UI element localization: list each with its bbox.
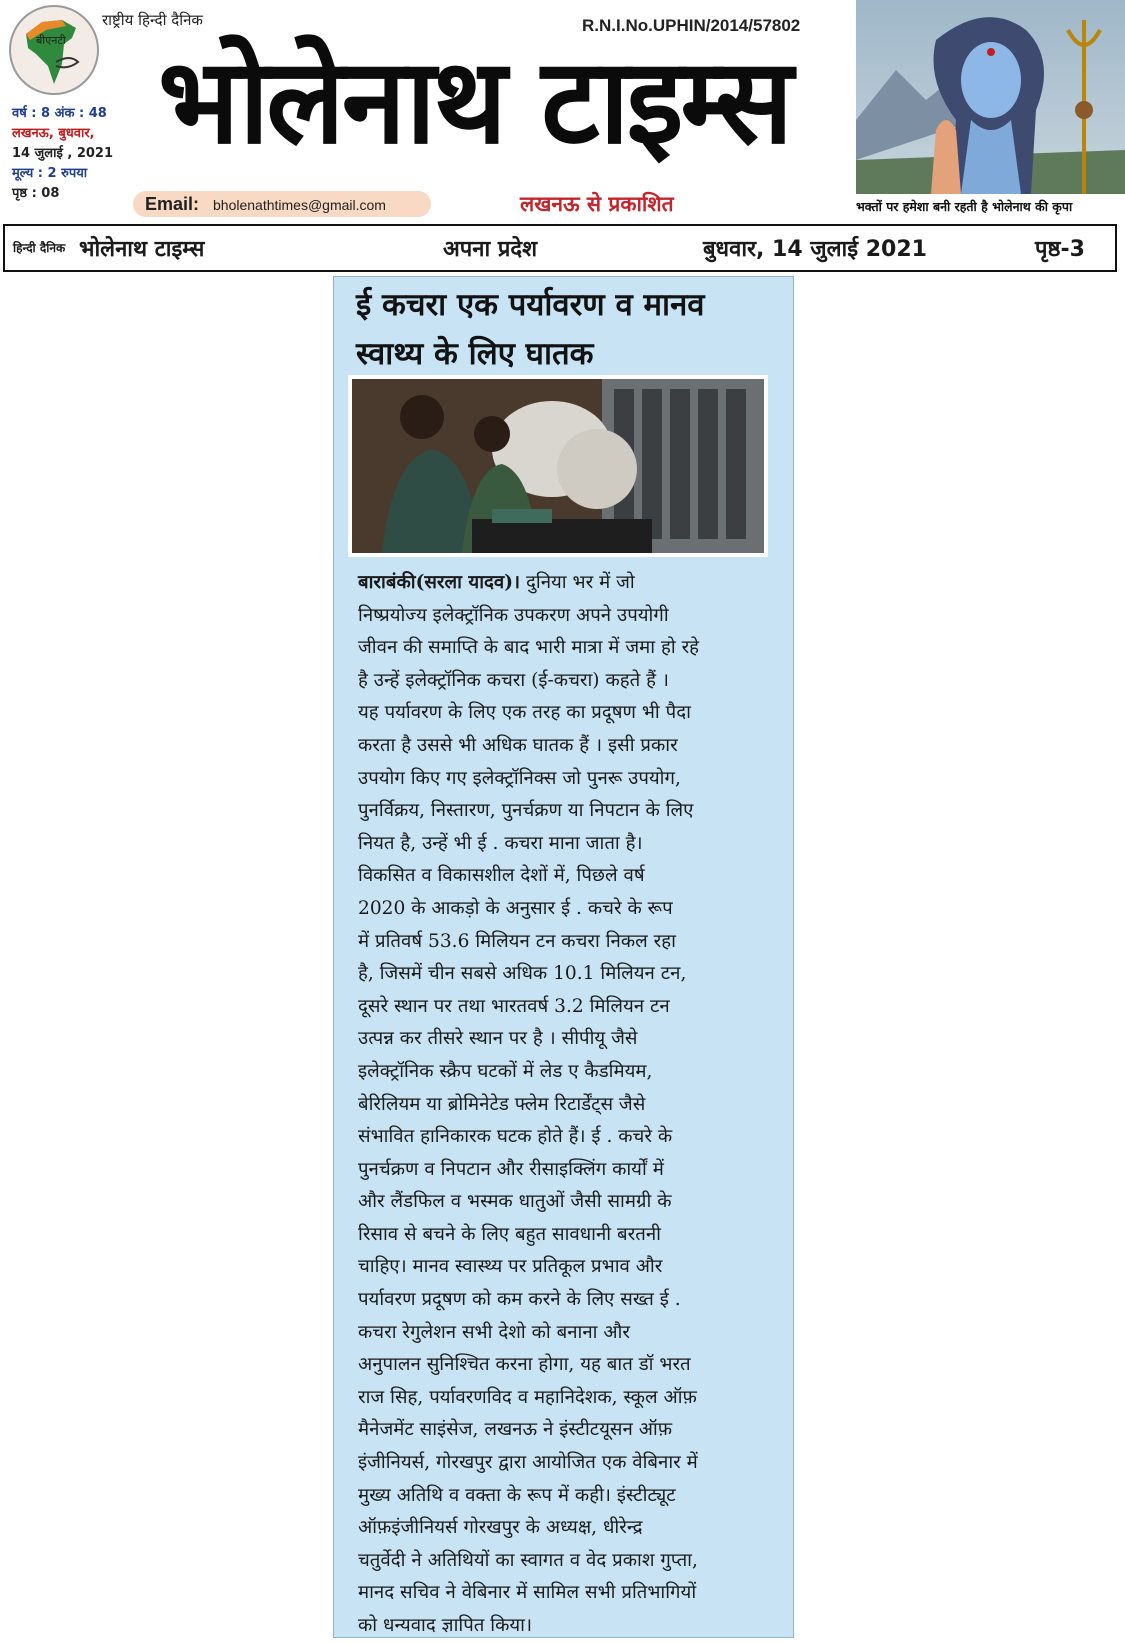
headline-line-1: ई कचरा एक पर्यावरण व मानव: [356, 287, 705, 323]
article-line: [358, 795, 773, 828]
email-address[interactable]: bholenathtimes@gmail.com: [213, 197, 386, 213]
strip-section: अपना प्रदेश: [443, 237, 538, 262]
price: मूल्य : 2 रुपया: [12, 166, 88, 181]
article-line-text: चाहिए। मानव स्वास्थ्य पर प्रतिकूल प्रभाव और: [358, 1256, 663, 1278]
article-line-text: नियत है, उन्हें भी ई . कचरा माना जाता है।: [358, 832, 643, 854]
article-line-text: 2020 के आकड़ो के अनुसार ई . कचरे के रूप: [358, 897, 673, 919]
article-line: [358, 991, 773, 1024]
article-line-text: विकसित व विकासशील देशों में, पिछले वर्ष: [358, 865, 645, 887]
article-line: [358, 1480, 773, 1513]
article-line-text: पुनर्विक्रय, निस्तारण, पुनर्चक्रण या निपटान के लिए: [358, 800, 694, 822]
article-line: [358, 1186, 773, 1219]
strip-date: बुधवार, 14 जुलाई 2021: [703, 237, 927, 262]
article-line-text: उपयोग किए गए इलेक्ट्रॉनिक्स जो पुनरू उपयोग,: [358, 767, 681, 789]
article-line-text: कचरा रेगुलेशन सभी देशो को बनाना और: [358, 1321, 631, 1343]
article-line: [358, 1056, 773, 1089]
issue-date: 14 जुलाई , 2021: [12, 146, 113, 161]
article-line: [358, 1121, 773, 1154]
article-line-text: चतुर्वेदी ने अतिथियों का स्वागत व वेद प्रकाश गुप्ता,: [358, 1549, 698, 1571]
article-line: [358, 1610, 773, 1643]
article-line-text: में प्रतिवर्ष 53.6 मिलियन टन कचरा निकल रहा: [358, 930, 676, 952]
strip-daily: हिन्दी दैनिक: [13, 241, 66, 255]
article-line: [358, 665, 773, 698]
article-line-text: पुनर्चक्रण व निपटान और रीसाइक्लिंग कार्यों में: [358, 1158, 664, 1180]
article-line: [358, 1349, 773, 1382]
article-line-text: रिसाव से बचने के लिए बहुत सावधानी बरतनी: [358, 1223, 661, 1245]
article-line-text: उत्पन्न कर तीसरे स्थान पर है । सीपीयू जैसे: [358, 1028, 638, 1050]
article-line-text: इलेक्ट्रॉनिक स्क्रैप घटकों में लेड ए कैडमियम,: [358, 1060, 653, 1082]
article-line: [358, 1023, 773, 1056]
logo-text: बीएनटी: [36, 34, 66, 47]
article-line-text: ऑफ़इंजीनियर्स गोरखपुर के अध्यक्ष, धीरेन्द्र: [358, 1517, 643, 1539]
article-line-text: को धन्यवाद ज्ञापित किया।: [358, 1615, 533, 1636]
email-pill: [133, 191, 431, 217]
headline-line-2: स्वाथ्य के लिए घातक: [356, 336, 594, 372]
article-line-text: है, जिसमें चीन सबसे अधिक 10.1 मिलियन टन,: [358, 963, 687, 985]
page-count: पृष्ठ : 08: [12, 186, 60, 201]
article-line-text: मानद सचिव ने वेबिनार में सामिल सभी प्रतिभागियों: [358, 1582, 697, 1604]
strip-page-number: पृष्ठ-3: [1035, 237, 1085, 262]
article-line: [358, 600, 773, 633]
article-line: [358, 926, 773, 959]
image-caption: भक्तों पर हमेशा बनी रहती है भोलेनाथ की कृपा: [856, 199, 1073, 214]
article-line: [358, 763, 773, 796]
article-line: [358, 1382, 773, 1415]
article-line: [358, 730, 773, 763]
article-line: [358, 632, 773, 665]
article-line-text: और लैंडफिल व भस्मक धातुओं जैसी सामग्री के: [358, 1191, 672, 1213]
article-line-text: संभावित हानिकारक घटक होते हैं। ई . कचरे के: [358, 1126, 673, 1148]
published-from: लखनऊ से प्रकाशित: [520, 192, 674, 216]
page-header-strip: [3, 224, 1117, 272]
article-box: [333, 276, 794, 1638]
article-line: [358, 1219, 773, 1252]
article-line-text: जीवन की समाप्ति के बाद भारी मात्रा में जमा हो रहे: [358, 637, 700, 659]
article-line-text: यह पर्यावरण के लिए एक तरह का प्रदूषण भी पैदा: [358, 702, 691, 724]
article-line: [358, 567, 773, 600]
article-line-text: दूसरे स्थान पर तथा भारतवर्ष 3.2 मिलियन टन: [358, 995, 670, 1017]
article-line: [358, 828, 773, 861]
newspaper-title: भोलेनाथ टाइम्स: [158, 32, 791, 170]
article-line: [358, 1317, 773, 1350]
article-line-text: मैनेजमेंट साइंसेज, लखनऊ ने इंस्टीटयूसन ऑफ़: [358, 1419, 673, 1441]
article-line: [358, 1447, 773, 1480]
article-line: [358, 893, 773, 926]
article-line: [358, 1251, 773, 1284]
article-line: [358, 958, 773, 991]
article-line-text: राज सिह, पर्यावरणविद व महानिदेशक, स्कूल ऑफ़: [358, 1386, 697, 1408]
article-line: [358, 1577, 773, 1610]
email-label: Email:: [145, 194, 200, 214]
article-line-text: निष्प्रयोज्य इलेक्ट्रॉनिक उपकरण अपने उपयोगी: [358, 604, 669, 626]
article-line: [358, 1089, 773, 1122]
year-issue: वर्ष : 8 अंक : 48: [12, 106, 107, 121]
article-line-text: पर्यावरण प्रदूषण को कम करने के लिए सख्त ई .: [358, 1289, 681, 1311]
newspaper-logo: [6, 4, 102, 96]
article-body: [358, 567, 773, 1643]
article-headline: [356, 281, 776, 379]
article-line: [358, 1545, 773, 1578]
article-line-text: इंजीनियर्स, गोरखपुर द्वारा आयोजित एक वेबिनार में: [358, 1452, 698, 1474]
article-line: [358, 1154, 773, 1187]
article-line-text: करता है उससे भी अधिक घातक हैं । इसी प्रकार: [358, 734, 678, 756]
article-line: [358, 697, 773, 730]
deity-image: [856, 0, 1125, 194]
article-photo: [348, 375, 768, 557]
issue-meta: [12, 104, 113, 204]
article-line: [358, 1414, 773, 1447]
rni-number: R.N.I.No.UPHIN/2014/57802: [582, 16, 801, 35]
article-line: [358, 1512, 773, 1545]
article-line: [358, 1284, 773, 1317]
article-line: [358, 860, 773, 893]
article-line-text: अनुपालन सुनिश्चित करना होगा, यह बात डॉ भरत: [358, 1354, 691, 1376]
tagline: राष्ट्रीय हिन्दी दैनिक: [102, 11, 203, 29]
article-line-text: मुख्य अतिथि व वक्ता के रूप में कही। इंस्टीट्यूट: [358, 1484, 676, 1506]
article-line-text: बेरिलियम या ब्रोमिनेटेड फ्लेम रिटार्डेंट्स जैसे: [358, 1093, 646, 1115]
place-day: लखनऊ, बुधवार,: [12, 126, 95, 141]
strip-paper-name: भोलेनाथ टाइम्स: [79, 237, 205, 262]
article-line-text: दुनिया भर में जो: [520, 572, 635, 593]
article-line-text: है उन्हें इलेक्ट्रॉनिक कचरा (ई-कचरा) कहते हैं ।: [358, 669, 669, 691]
article-byline: बाराबंकी(सरला यादव)।: [358, 572, 521, 593]
